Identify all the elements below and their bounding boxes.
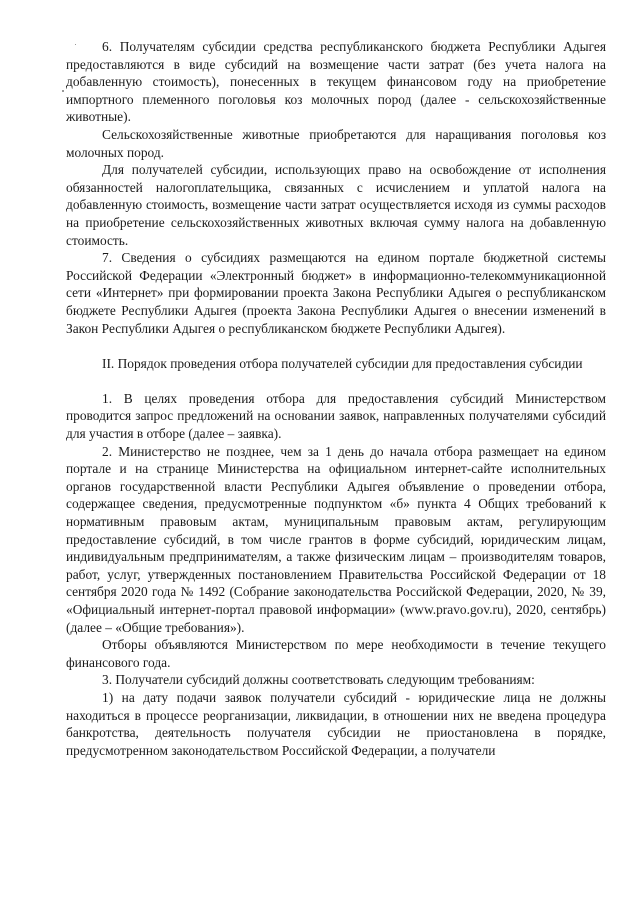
paragraph-ii-3: 3. Получатели субсидий должны соответствовать следующим требованиям: bbox=[102, 672, 535, 688]
paragraph-ii-2: 2. Министерство не позднее, чем за 1 день до начала отбора размещает на едином портале и на странице Министерства на официальном интернет-сайте исполнительных органов государственной власти Республики Адыгея объявление о проведении отбора, содержащее сведения, предусмотренные подпунктом «б» пункта 4 Общих требований к нормативным правовым актам, муниципальным правовым актам, регулирующим предоставление субсидий, в том числе грантов в форме субсидий, юридическим лицам, индивидуальным предпринимателям, а также физическим лицам – производителям товаров, работ, услуг, утвержденных постановлением Правительства Российской Федерации от 18 сентября 2020 года № 1492 (Собрание законодательства Российской Федерации, 2020, № 39, «Официальный интернет-портал правовой информации» (www.pravo.gov.ru), 2020, сентябрь) (далее – «Общие требования»). bbox=[66, 443, 606, 635]
document-body bbox=[66, 38, 606, 759]
paragraph-6: 6. Получателям субсидии средства республиканского бюджета Республики Адыгея предоставляются в виде субсидий на возмещение части затрат (без учета налога на добавленную стоимость), понесенных в текущем финансовом году на приобретение импортного племенного поголовья коз молочных пород (далее - сельскохозяйственные животные). bbox=[66, 39, 606, 125]
paragraph-purpose: Сельскохозяйственные животные приобретаются для наращивания поголовья коз молочных пород. bbox=[66, 126, 606, 160]
paragraph-requirement-1: 1) на дату подачи заявок получатели субсидий - юридические лица не должны находиться в процессе реорганизации, ликвидации, в отношении них не введена процедура банкротства, деятельность получателя субсидии не приостановлена в порядке, предусмотренном законодательством Российской Федерации, а получатели bbox=[66, 689, 606, 758]
paragraph-vat: Для получателей субсидии, использующих право на освобождение от исполнения обязанностей налогоплательщика, связанных с исчислением и уплатой налога на добавленную стоимость, возмещение части затрат осуществляется исходя из суммы расходов на приобретение сельскохозяйственных животных включая сумму налога на добавленную стоимость. bbox=[66, 162, 606, 248]
paragraph-7: 7. Сведения о субсидиях размещаются на едином портале бюджетной системы Российской Федерации «Электронный бюджет» в информационно-телекоммуникационной сети «Интернет» при формировании проекта Закона Республики Адыгея о республиканском бюджете Республики Адыгея (проекта Закона Республики Адыгея о внесении изменений в Закон Республики Адыгея о республиканском бюджете Республики Адыгея). bbox=[66, 250, 606, 336]
spacer bbox=[66, 337, 606, 355]
paragraph-selection: Отборы объявляются Министерством по мере необходимости в течение текущего финансового года. bbox=[66, 637, 606, 670]
spacer bbox=[66, 372, 606, 390]
paragraph-ii-1: 1. В целях проведения отбора для предоставления субсидий Министерством проводится запрос предложений на основании заявок, направленных получателями субсидий для участия в отборе (далее – заявка). bbox=[66, 390, 606, 442]
section-title: II. Порядок проведения отбора получателей субсидии для предоставления субсидии bbox=[102, 355, 583, 371]
scan-speck bbox=[62, 90, 64, 92]
